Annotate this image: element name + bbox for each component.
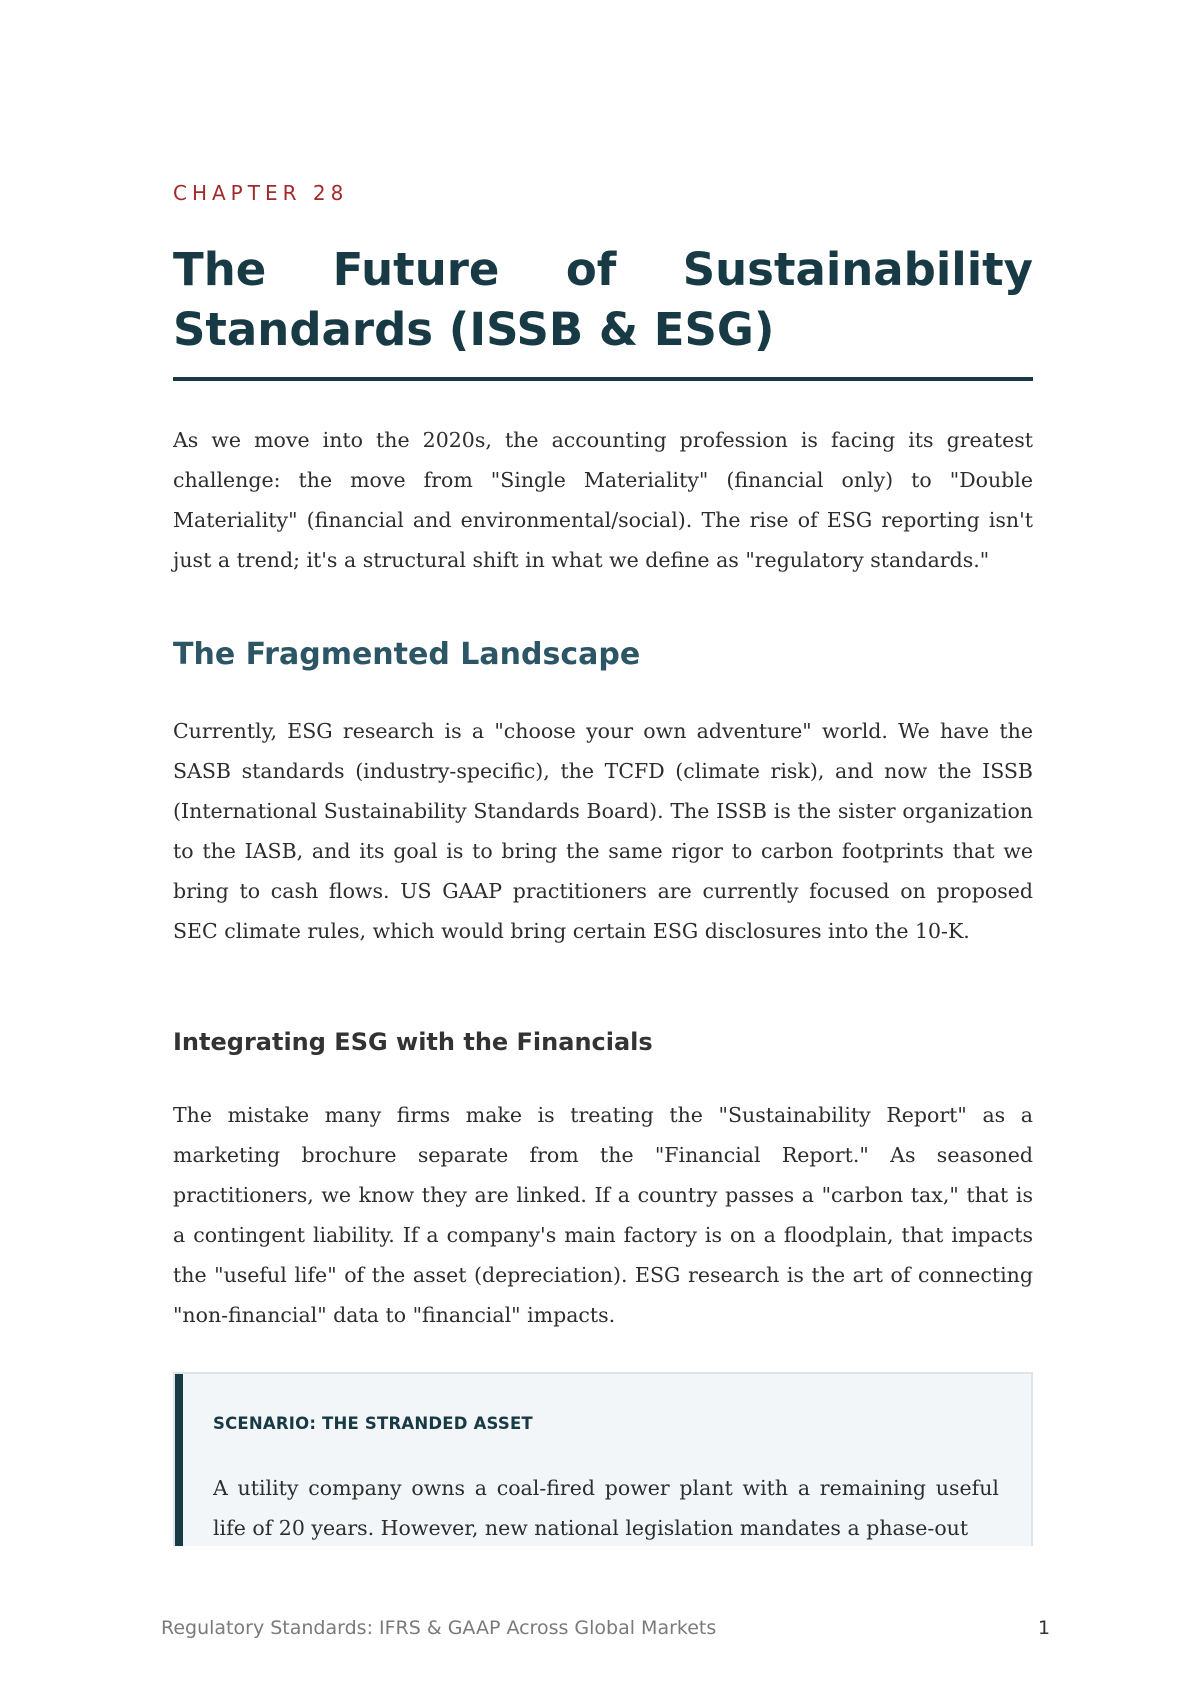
chapter-title: The Future of Sustainability Standards (ISSB & ESG) [173,243,1033,356]
callout-accent-bar [175,1374,183,1546]
callout-title: SCENARIO: THE STRANDED ASSET [213,1414,533,1433]
footer-book-title: Regulatory Standards: IFRS & GAAP Across Global Markets [161,1617,717,1639]
callout-text: A utility company owns a coal-fired power plant with a remaining useful life of 20 years. However, new national legislation mandates a phase-out [213,1476,999,1540]
scenario-callout [173,1372,1033,1546]
section-heading-fragmented-landscape: The Fragmented Landscape [173,637,641,672]
footer-page-number: 1 [1038,1617,1051,1639]
chapter-label: CHAPTER 28 [173,181,349,205]
intro-paragraph: As we move into the 2020s, the accounting profession is facing its greatest challenge: the move from "Single Materiality" (financial only) to "Double Materiality" (financial and environmental/social). The rise of ESG reporting isn't just a trend; it's a structural shift in what we define as "regulatory standards." [173,428,1033,572]
title-divider [173,377,1033,381]
fragmented-landscape-paragraph: Currently, ESG research is a "choose your own adventure" world. We have the SASB standards (industry-specific), the TCFD (climate risk), and now the ISSB (International Sustainability Standards Board). The ISSB is the sister organization to the IASB, and its goal is to bring the same rigor to carbon footprints that we bring to cash flows. US GAAP practitioners are currently focused on proposed SEC climate rules, which would bring certain ESG disclosures into the 10-K. [173,719,1033,943]
section-heading-integrating-esg: Integrating ESG with the Financials [173,1028,653,1056]
integrating-esg-paragraph: The mistake many firms make is treating the "Sustainability Report" as a marketing brochure separate from the "Financial Report." As seasoned practitioners, we know they are linked. If a country passes a "carbon tax," that is a contingent liability. If a company's main factory is on a floodplain, that impacts the "useful life" of the asset (depreciation). ESG research is the art of connecting "non-financial" data to "financial" impacts. [173,1103,1033,1327]
